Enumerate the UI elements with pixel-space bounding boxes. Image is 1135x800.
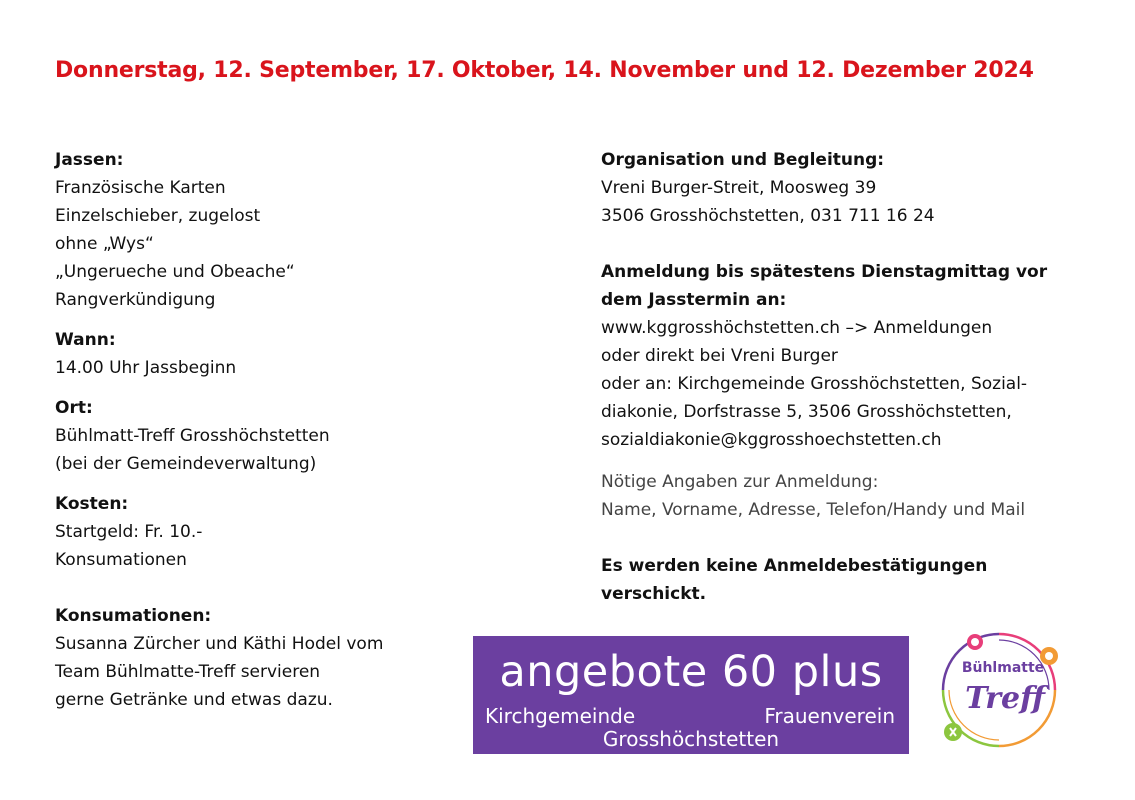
section-wann xyxy=(55,326,455,382)
ort-line: Bühlmatt-Treff Grosshöchstetten xyxy=(55,426,330,446)
section-anmeldung xyxy=(601,258,1121,454)
section-hinweis xyxy=(601,552,1121,608)
jassen-line: Einzelschieber, zugelost xyxy=(55,206,261,226)
buehlmatte-treff-logo xyxy=(933,624,1065,756)
kosten-line: Konsumationen xyxy=(55,550,187,570)
ort-line: (bei der Gemeindeverwaltung) xyxy=(55,454,317,474)
konsumationen-line: gerne Getränke und etwas dazu. xyxy=(55,690,333,710)
banner-location: Grosshöchstetten xyxy=(602,727,780,751)
angaben-line: Name, Vorname, Adresse, Telefon/Handy und Mail xyxy=(601,500,1026,520)
anmeldung-heading: dem Jasstermin an: xyxy=(601,290,787,310)
organisation-line: 3506 Grosshöchstetten, 031 711 16 24 xyxy=(601,206,935,226)
hinweis-line: Es werden keine Anmeldebestätigungen xyxy=(601,556,988,576)
anmeldung-line: oder an: Kirchgemeinde Grosshöchstetten, Sozial- xyxy=(601,374,1028,394)
angebote-60-plus-banner xyxy=(473,636,909,754)
section-kosten xyxy=(55,490,455,574)
kosten-line: Startgeld: Fr. 10.- xyxy=(55,522,203,542)
anmeldung-email-link[interactable]: sozialdiakonie@kggrosshoechstetten.ch xyxy=(601,430,942,450)
hinweis-line: verschickt. xyxy=(601,584,707,604)
konsumationen-line: Susanna Zürcher und Käthi Hodel vom xyxy=(55,634,384,654)
jassen-line: Rangverkündigung xyxy=(55,290,216,310)
left-column xyxy=(55,146,455,714)
banner-title: angebote 60 plus xyxy=(499,647,883,697)
anmeldung-line: oder direkt bei Vreni Burger xyxy=(601,346,838,366)
wann-heading: Wann: xyxy=(55,330,116,350)
konsumationen-heading: Konsumationen: xyxy=(55,606,212,626)
section-angaben xyxy=(601,468,1121,524)
right-column xyxy=(601,146,1121,608)
event-dates-headline: Donnerstag, 12. September, 17. Oktober, 14. November und 12. Dezember 2024 xyxy=(55,58,1034,83)
ort-heading: Ort: xyxy=(55,398,93,418)
jassen-line: Französische Karten xyxy=(55,178,226,198)
banner-kirchgemeinde: Kirchgemeinde xyxy=(485,704,636,728)
section-ort xyxy=(55,394,455,478)
anmeldung-line: diakonie, Dorfstrasse 5, 3506 Grosshöchstetten, xyxy=(601,402,1012,422)
jassen-line: ohne „Wys“ xyxy=(55,234,154,254)
angaben-line: Nötige Angaben zur Anmeldung: xyxy=(601,472,879,492)
anmeldung-heading: Anmeldung bis spätestens Dienstagmittag vor xyxy=(601,262,1048,282)
jassen-line: „Ungerueche und Obeache“ xyxy=(55,262,295,282)
kosten-heading: Kosten: xyxy=(55,494,129,514)
wann-line: 14.00 Uhr Jassbeginn xyxy=(55,358,237,378)
section-organisation xyxy=(601,146,1121,230)
organisation-heading: Organisation und Begleitung: xyxy=(601,150,885,170)
anmeldung-website-link[interactable]: www.kggrosshöchstetten.ch –> Anmeldungen xyxy=(601,318,993,338)
section-jassen xyxy=(55,146,455,314)
organisation-line: Vreni Burger-Streit, Moosweg 39 xyxy=(601,178,877,198)
konsumationen-line: Team Bühlmatte-Treff servieren xyxy=(55,662,321,682)
logo-text-treff: Treff xyxy=(965,681,1045,716)
logo-text-buehlmatte: Bühlmatte xyxy=(961,660,1045,676)
banner-frauenverein: Frauenverein xyxy=(764,704,895,728)
jassen-heading: Jassen: xyxy=(55,150,124,170)
section-konsumationen xyxy=(55,602,455,714)
